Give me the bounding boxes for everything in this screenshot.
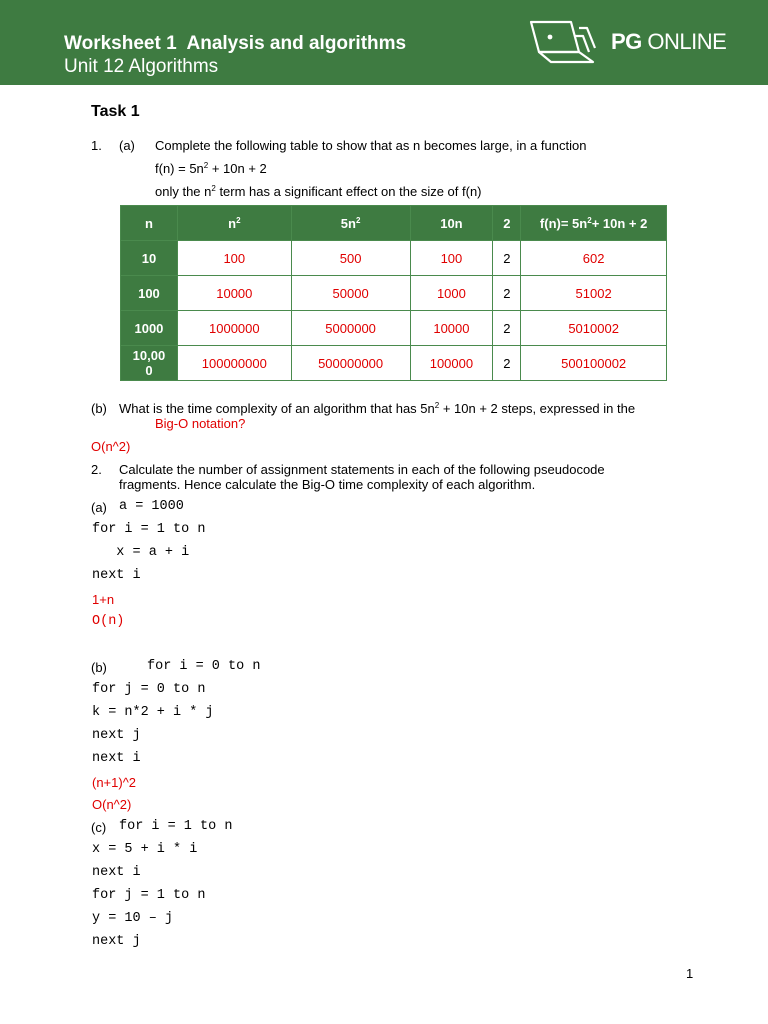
code-line: x = 5 + i * i <box>92 842 198 857</box>
header-n-squared: $n^2$ <box>177 206 291 241</box>
code-line: a = 1000 <box>119 499 184 514</box>
q1-number: 1. <box>91 138 102 153</box>
cell-10n: 1000 <box>410 276 493 311</box>
q1a-label: (a) <box>119 138 135 153</box>
row-n: 1000 <box>121 311 178 346</box>
q2c-label: (c) <box>91 820 107 835</box>
cell-constant: 2 <box>493 346 521 381</box>
q1a-line2: $f(n) = 5n^2 + 10n + 2$ <box>155 161 267 176</box>
q1b-text-line2: Big-O notation? <box>155 416 246 431</box>
unit-subtitle: Unit 12 Algorithms <box>64 56 219 77</box>
table-row <box>121 311 667 346</box>
code-line: for j = 0 to n <box>92 682 206 697</box>
cell-5n-squared: 50000 <box>291 276 410 311</box>
table-row <box>121 346 667 381</box>
code-line: next i <box>92 568 141 583</box>
row-n: 10,00 0 <box>121 346 178 381</box>
code-line: next i <box>92 865 141 880</box>
q2a-answer-count: 1+n <box>92 592 115 607</box>
cell-5n-squared: 5000000 <box>291 311 410 346</box>
cell-5n-squared: 500 <box>291 241 410 276</box>
q2b-answer-bigo: O(n^2) <box>92 797 132 812</box>
worksheet-title: Worksheet 1 Analysis and algorithms <box>64 33 407 54</box>
code-line: next j <box>92 728 141 743</box>
cell-10n: 100000 <box>410 346 493 381</box>
cell-n-squared: 100000000 <box>177 346 291 381</box>
q2b-label: (b) <box>91 660 107 675</box>
q1a-line3: only the $n^2$ term has a significant effect on the size of f(n) <box>155 184 482 199</box>
header-banner <box>0 0 768 85</box>
cell-n-squared: 10000 <box>177 276 291 311</box>
code-line: y = 10 – j <box>92 911 174 926</box>
q2a-label: (a) <box>91 500 107 515</box>
table-header-row <box>121 206 667 241</box>
cell-fn: 51002 <box>521 276 667 311</box>
table-row <box>121 241 667 276</box>
logo-text: PG ONLINE <box>611 29 727 54</box>
cell-fn: 500100002 <box>521 346 667 381</box>
q1b-answer: O(n^2) <box>91 439 131 454</box>
q1a-line1: Complete the following table to show that as n becomes large, in a function <box>155 138 587 153</box>
row-n: 10 <box>121 241 178 276</box>
code-line: for i = 1 to n <box>119 819 233 834</box>
row-n: 100 <box>121 276 178 311</box>
header-5n-squared: $5n^2$ <box>291 206 410 241</box>
q1b-text: What is the time complexity of an algorithm that has $5n^2 + 10n + 2$ steps, expressed in the <box>119 401 636 416</box>
q2-number: 2. <box>91 462 102 477</box>
pg-online-logo <box>523 16 733 66</box>
q2a-answer-bigo: O(n) <box>92 614 125 629</box>
code-line: next j <box>92 934 141 949</box>
cell-constant: 2 <box>493 311 521 346</box>
cell-fn: 5010002 <box>521 311 667 346</box>
header-fn: $f(n)= 5n^2+ 10n + 2$ <box>521 206 667 241</box>
header-10n: 10n <box>410 206 493 241</box>
code-line: x = a + i <box>92 545 190 560</box>
q2-line1: Calculate the number of assignment statements in each of the following pseudocode <box>119 462 605 477</box>
page-number: 1 <box>686 966 694 981</box>
task-heading: Task 1 <box>91 103 140 120</box>
cell-fn: 602 <box>521 241 667 276</box>
cell-n-squared: 1000000 <box>177 311 291 346</box>
header-constant: 2 <box>493 206 521 241</box>
code-line: for j = 1 to n <box>92 888 206 903</box>
laptop-icon <box>523 18 603 66</box>
cell-10n: 10000 <box>410 311 493 346</box>
complexity-table <box>120 205 667 381</box>
table-row <box>121 276 667 311</box>
q2-line2: fragments. Hence calculate the Big-O time complexity of each algorithm. <box>119 477 536 492</box>
code-line: for i = 1 to n <box>92 522 206 537</box>
q1b-label: (b) <box>91 401 107 416</box>
header-n: n <box>121 206 178 241</box>
code-line: k = n*2 + i * j <box>92 705 214 720</box>
cell-5n-squared: 500000000 <box>291 346 410 381</box>
code-line: for i = 0 to n <box>147 659 261 674</box>
cell-constant: 2 <box>493 276 521 311</box>
cell-10n: 100 <box>410 241 493 276</box>
q2b-answer-count: (n+1)^2 <box>92 775 137 790</box>
cell-constant: 2 <box>493 241 521 276</box>
cell-n-squared: 100 <box>177 241 291 276</box>
code-line: next i <box>92 751 141 766</box>
